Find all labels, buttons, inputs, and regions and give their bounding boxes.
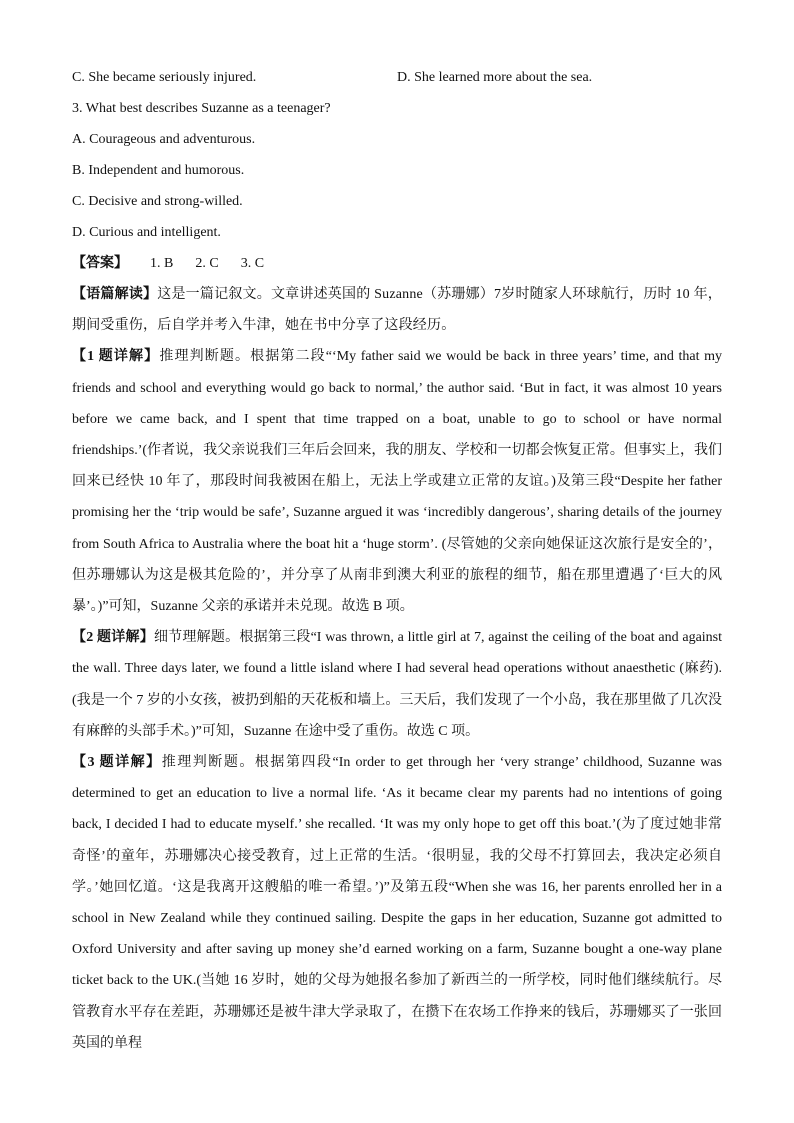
detail1-paragraph xyxy=(72,341,722,622)
detail3-tag: 【3 题详解】 xyxy=(72,755,162,771)
q3-stem: 3. What best describes Suzanne as a teenager? xyxy=(72,101,331,116)
q3-option-a: A. Courageous and adventurous. xyxy=(72,132,256,147)
answer-item: 1. B xyxy=(150,256,174,271)
q3-option-c: C. Decisive and strong-willed. xyxy=(72,194,243,209)
q2-option-c: C. She became seriously injured. xyxy=(72,70,257,85)
answer-item: 2. C xyxy=(195,256,219,271)
q3-option-d: D. Curious and intelligent. xyxy=(72,225,221,240)
detail2-tag: 【2 题详解】 xyxy=(72,630,154,646)
q2-options-row xyxy=(72,62,722,93)
answer-item: 3. C xyxy=(240,256,265,271)
overview-tag: 【语篇解读】 xyxy=(72,287,158,302)
detail1-tag: 【1 题详解】 xyxy=(72,349,160,365)
detail3-text: 推理判断题。根据第四段“In order to get through her ‘very strange’ childhood, Suzanne was determined to get an education to live a normal life. ‘As it became clear my parents had no intentions of going back, I decided I had to educate myself.’ she recalled. ‘It was my only hope to get off this boat.’(为了度过她非常奇怪’的童年，苏珊娜决心接受教育，过上正常的生活。‘很明显，我的父母不打算回去，我决定必须自学。’她回忆道。‘这是我离开这艘船的唯一希望。’)”及第五段“When she was 16, her parents enrolled her in a school in New Zealand while they continued sailing. Despite the gaps in her education, Suzanne got admitted to Oxford University and after saving up money she’d earned working on a farm, Suzanne bought a one-way plane ticket back to the UK.(当她 16 岁时，她的父母为她报名参加了新西兰的一所学校，同时他们继续航行。尽管教育水平存在差距，苏珊娜还是被牛津大学录取了，在攒下在农场工作挣来的钱后，苏珊娜买了一张回英国的单程 xyxy=(72,755,723,1051)
overview-paragraph xyxy=(72,279,722,341)
answer-line xyxy=(72,248,722,279)
overview-text: 这是一篇记叙文。文章讲述英国的 Suzanne（苏珊娜）7岁时随家人环球航行，历时 10 年，期间受重伤，后自学并考入牛津，她在书中分享了这段经历。 xyxy=(72,287,722,334)
detail2-text: 细节理解题。根据第三段“I was thrown, a little girl at 7, against the ceiling of the boat and against the wall. Three days later, we found a little island where I had several head operations without anaesthetic (麻药).(我是一个 7 岁的小女孩，被扔到船的天花板和墙上。三天后，我们发现了一个小岛，我在那里做了几次没有麻醉的头部手术。)”可知，Suzanne 在途中受了重伤。故选 C 项。 xyxy=(72,630,723,739)
answer-tag: 【答案】 xyxy=(72,256,128,271)
document-page xyxy=(72,62,722,1059)
q3-option-b: B. Independent and humorous. xyxy=(72,163,245,178)
detail2-paragraph xyxy=(72,622,722,747)
detail1-text: 推理判断题。根据第二段“‘My father said we would be back in three years’ time, and that my friends and school and everything would go back to normal,’ the author said. ‘But in fact, it was almost 10 years before we came back, and I spent that time trapped on a boat, unable to go to school or have normal friendships.’(作者说，我父亲说我们三年后会回来，我的朋友、学校和一切都会恢复正常。但事实上，我们回来已经快 10 年了，那段时间我被困在船上，无法上学或建立正常的友谊。)及第三段“Despite her father promising her the ‘trip would be safe’, Suzanne argued it was ‘incredibly dangerous’, sharing details of the journey from South Africa to Australia where the boat hit a ‘huge storm’. (尽管她的父亲向她保证这次旅行是安全的’，但苏珊娜认为这是极其危险的’，并分享了从南非到澳大利亚的旅程的细节，船在那里遭遇了‘巨大的风暴’。)”可知，Suzanne 父亲的承诺并未兑现。故选 B 项。 xyxy=(72,349,723,615)
detail3-paragraph xyxy=(72,747,722,1059)
q2-option-d: D. She learned more about the sea. xyxy=(397,70,593,85)
